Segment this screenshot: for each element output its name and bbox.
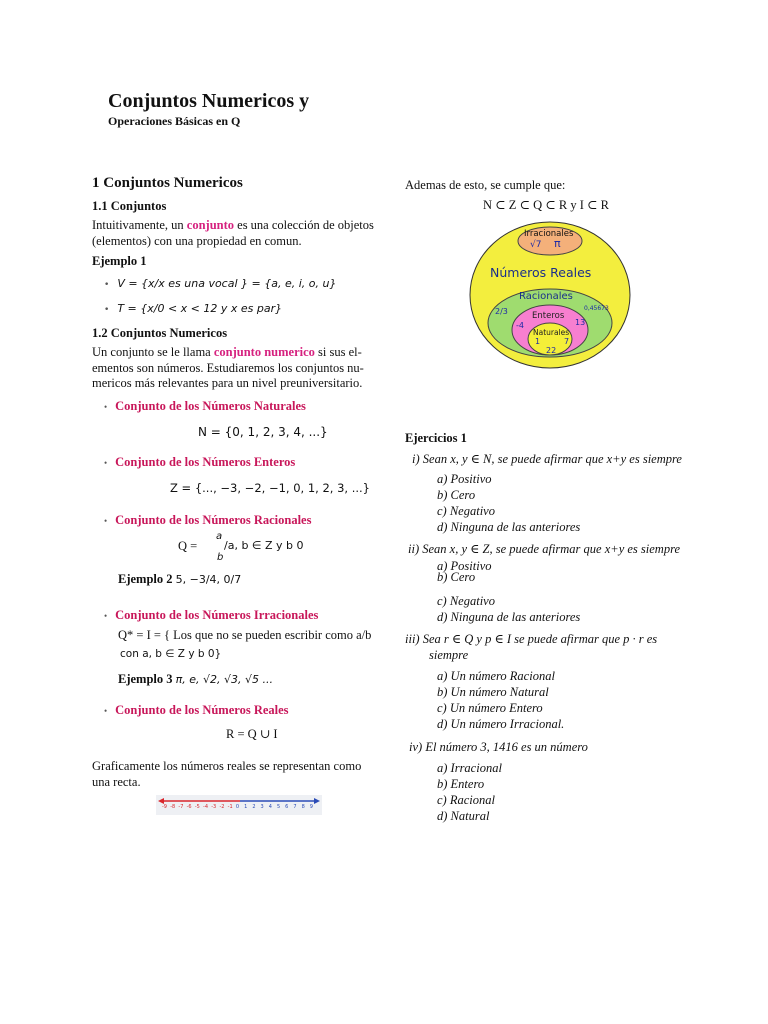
option-item: b) Entero: [437, 777, 485, 791]
venn-naturales-label: Naturales: [533, 328, 570, 337]
number-line-ticks: [156, 804, 322, 814]
example1-item-text: V = {x/x es una vocal } = {a, e, i, o, u}: [117, 277, 337, 290]
example1-item: [104, 277, 336, 290]
reales-formula: R = Q ∪ I: [226, 727, 278, 741]
number-line-tick-label: -2: [219, 804, 225, 810]
irracionales-formula: Q* = I = { Los que no se pueden escribir como a/b: [118, 628, 372, 642]
bullet-icon: •: [104, 516, 108, 526]
number-line-tick-label: -9: [162, 804, 167, 810]
question-2-options-ab: [437, 561, 492, 583]
number-line-tick-label: -6: [186, 804, 192, 810]
number-line-tick-label: 7: [293, 804, 297, 810]
bullet-icon: •: [104, 706, 108, 716]
question-number: ii): [408, 542, 420, 556]
set-enteros-label: Conjunto de los Números Enteros: [115, 455, 296, 469]
set-irracionales-label: Conjunto de los Números Irracionales: [115, 608, 319, 622]
venn-racionales-label: Racionales: [519, 291, 573, 302]
racionales-frac-num: a: [216, 531, 223, 542]
example1-item-text: T = {x/0 < x < 12 y x es par}: [117, 302, 283, 315]
question-1-options: [437, 471, 580, 535]
term-conjunto: conjunto: [186, 218, 235, 232]
graph-line1: Graficamente los números reales se representan como: [92, 759, 362, 773]
exercises-title: Ejercicios 1: [405, 431, 467, 445]
section-heading: 1 Conjuntos Numericos: [92, 175, 243, 191]
intro-text-post: es una colección de objetos: [234, 218, 374, 232]
naturales-formula: N = {0, 1, 2, 3, 4, ...}: [198, 425, 328, 439]
venn-22: 22: [546, 346, 557, 355]
venn-reales-label: Números Reales: [490, 265, 592, 280]
option-item: b) Cero: [437, 570, 476, 584]
number-line-tick-label: 1: [244, 804, 248, 810]
venn-frac: 2/3: [495, 307, 508, 316]
question-number: i): [412, 452, 420, 466]
option-item: c) Racional: [437, 793, 495, 807]
definition-paragraph: [92, 345, 386, 392]
venn-7: 7: [564, 337, 570, 346]
bullet-icon: •: [104, 402, 108, 412]
set-racionales-heading: [104, 513, 311, 528]
question-text: Sean x, y ∈ Z, se puede afirmar que x+y es siempre: [422, 542, 681, 556]
relation-intro: Ademas de esto, se cumple que:: [405, 178, 566, 192]
venn-irracionales-label: Irracionales: [524, 229, 574, 239]
example2-label: Ejemplo 2: [118, 572, 173, 586]
intro-paragraph: [92, 218, 386, 249]
number-line-tick-label: -4: [203, 804, 209, 810]
example3-values: π, e, √2, √3, √5 ...: [175, 673, 274, 686]
option-item: d) Natural: [437, 809, 490, 823]
racionales-q: Q =: [178, 539, 198, 553]
question-1: [412, 451, 682, 467]
venn-enteros-label: Enteros: [532, 311, 565, 321]
number-line-tick-label: -1: [227, 804, 233, 810]
question-text: Sea r ∈ Q y p ∈ I se puede afirmar que p · r es: [422, 632, 658, 646]
def-line3: mericos más relevantes para un nivel preuniversitario.: [92, 376, 363, 390]
option-item: d) Un número Irracional.: [437, 717, 565, 731]
option-item: c) Negativo: [437, 594, 495, 608]
number-line-tick-label: -3: [211, 804, 217, 810]
option-item: a) Un número Racional: [437, 669, 555, 683]
example1-item: [104, 302, 282, 315]
venn-neg4: -4: [516, 321, 524, 330]
question-number: iii): [405, 632, 420, 646]
question-text: Sean x, y ∈ N, se puede afirmar que x+y es siempre: [422, 452, 682, 466]
question-4: [409, 740, 588, 755]
example1-label: Ejemplo 1: [92, 254, 147, 268]
def-text-post: si sus el-: [314, 345, 362, 359]
example2: [118, 572, 241, 588]
set-reales-heading: [104, 703, 289, 718]
venn-13: 13: [575, 318, 586, 327]
number-line-tick-label: 4: [268, 804, 272, 810]
venn-diagram: [468, 220, 632, 370]
page-title: Conjuntos Numericos y: [108, 90, 310, 112]
number-line-tick-label: 3: [260, 804, 264, 810]
graph-paragraph: [92, 759, 386, 790]
irracionales-line2: con a, b ∈ Z y b 0}: [120, 648, 222, 660]
bullet-icon: •: [104, 611, 108, 621]
intro-text: Intuitivamente, un: [92, 218, 187, 232]
option-item: c) Un número Entero: [437, 701, 543, 715]
number-line-tick-label: 5: [276, 804, 281, 810]
racionales-formula-rest: /a, b ∈ Z y b 0: [224, 539, 304, 552]
set-reales-label: Conjunto de los Números Reales: [115, 703, 289, 717]
set-naturales-label: Conjunto de los Números Naturales: [115, 399, 306, 413]
number-line-tick-label: -7: [178, 804, 184, 810]
bullet-icon: •: [104, 305, 110, 315]
question-text: El número 3, 1416 es un número: [425, 740, 588, 754]
graph-line2: una recta.: [92, 774, 141, 789]
intro-line2: (elementos) con una propiedad en comun.: [92, 233, 302, 248]
question-3-line2: siempre: [429, 648, 469, 662]
number-line-tick-label: 9: [309, 804, 313, 810]
number-line-tick-label: 6: [285, 804, 289, 810]
set-irracionales-heading: [104, 608, 318, 623]
venn-sqrt7: √7: [530, 240, 542, 250]
set-naturales-heading: [104, 399, 306, 414]
relation-formula: N ⊂ Z ⊂ Q ⊂ R y I ⊂ R: [483, 198, 609, 212]
question-3: [405, 631, 657, 647]
option-item: c) Negativo: [437, 504, 495, 518]
number-line-tick-label: -8: [170, 804, 176, 810]
number-line-tick-label: 0: [235, 804, 240, 810]
def-text: Un conjunto se le llama: [92, 345, 214, 359]
question-3-options: [437, 668, 564, 732]
enteros-formula: Z = {..., −3, −2, −1, 0, 1, 2, 3, ...}: [170, 481, 371, 495]
def-line2: ementos son números. Estudiaremos los conjuntos nu-: [92, 360, 364, 375]
option-item: b) Un número Natural: [437, 685, 549, 699]
page-subtitle: Operaciones Básicas en Q: [108, 114, 241, 128]
option-item: a) Positivo: [437, 472, 492, 486]
subsection-heading-conjuntos: 1.1 Conjuntos: [92, 199, 167, 213]
bullet-icon: •: [104, 280, 110, 290]
option-item: d) Ninguna de las anteriores: [437, 610, 581, 624]
number-line-tick-label: 2: [252, 804, 256, 810]
example3-label: Ejemplo 3: [118, 672, 173, 686]
number-line: [156, 795, 322, 815]
option-item: b) Cero: [437, 488, 476, 502]
term-conjunto-numerico: conjunto numerico: [213, 345, 315, 359]
venn-dec: 0,45673: [584, 305, 609, 312]
option-item: a) Positivo: [437, 559, 492, 573]
question-2-options-cd: [437, 593, 580, 625]
subsection-heading-numericos: 1.2 Conjuntos Numericos: [92, 326, 228, 340]
example3: [118, 672, 273, 688]
option-item: d) Ninguna de las anteriores: [437, 520, 581, 534]
number-line-tick-label: -5: [194, 804, 200, 810]
question-2: [408, 541, 680, 557]
set-racionales-label: Conjunto de los Números Racionales: [115, 513, 312, 527]
question-number: iv): [409, 740, 423, 754]
bullet-icon: •: [104, 458, 108, 468]
venn-pi: π: [554, 237, 561, 250]
set-enteros-heading: [104, 455, 295, 470]
option-item: a) Irracional: [437, 761, 502, 775]
example2-values: 5, −3/4, 0/7: [175, 573, 242, 586]
racionales-frac-den: b: [217, 552, 224, 563]
question-4-options: [437, 760, 502, 824]
number-line-tick-label: 8: [301, 804, 305, 810]
venn-1: 1: [535, 337, 541, 346]
